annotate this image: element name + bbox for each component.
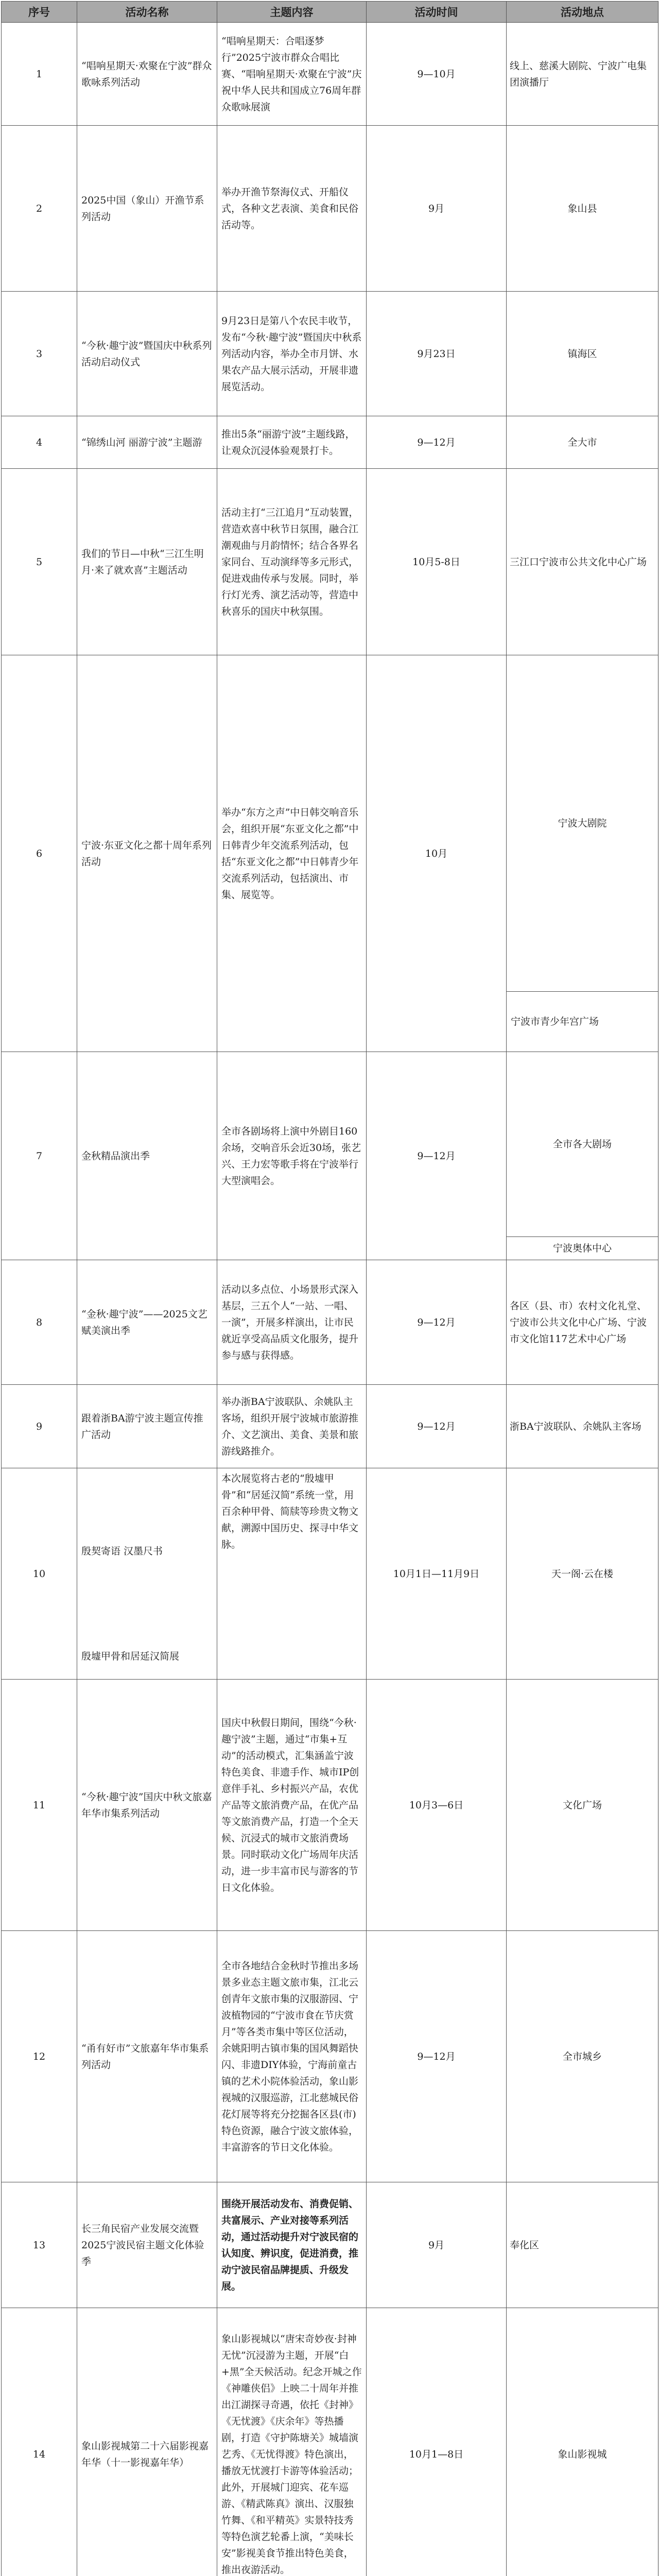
row-name-secondary: 殷墟甲骨和居延汉简展: [81, 1650, 180, 1662]
row-name-split: [77, 1468, 217, 1680]
row-place: 全市城乡: [507, 1931, 658, 2182]
row-place: 全大市: [507, 416, 658, 469]
row-content: 举办浙BA宁波联队、余姚队主客场，组织开展宁波城市旅游推介、文艺演出、美食、美景和旅游线路推介。: [217, 1385, 367, 1468]
table-row: [2, 1680, 658, 1931]
row-name: “唱响星期天·欢聚在宁波”群众歌咏系列活动: [77, 23, 217, 126]
row-time: 9—12月: [367, 1385, 507, 1468]
row-place: 镇海区: [507, 292, 658, 416]
row-name: 跟着浙BA游宁波主题宣传推广活动: [77, 1385, 217, 1468]
row-place-split: [507, 655, 658, 1052]
row-content: 推出5条“丽游宁波”主题线路，让观众沉浸体验观景打卡。: [217, 416, 367, 469]
table-row: [2, 1468, 658, 1680]
row-num: 6: [2, 655, 77, 1052]
row-time: 9—12月: [367, 416, 507, 469]
row-place: 象山县: [507, 126, 658, 292]
row-content: 本次展览将古老的“殷墟甲骨”和“居延汉简”系统一堂，用百余种甲骨、简牍等珍贵文物文献，溯源中国历史、探寻中华文脉。: [217, 1468, 367, 1680]
row-content: “唱响星期天：合唱逐梦行”2025宁波市群众合唱比赛、“唱响星期天·欢聚在宁波”庆祝中华人民共和国成立76周年群众歌咏展演: [217, 23, 367, 126]
row-place-secondary: 宁波奥体中心: [552, 1243, 612, 1254]
row-place: 文化广场: [507, 1680, 658, 1931]
row-name: “金秋·趣宁波”——2025文艺赋美演出季: [77, 1260, 217, 1385]
row-num: 1: [2, 23, 77, 126]
table-header-row: [2, 2, 658, 23]
table-row: [2, 292, 658, 416]
row-num: 8: [2, 1260, 77, 1385]
row-name: 我们的节日—中秋“三江生明月·来了就欢喜”主题活动: [77, 469, 217, 655]
row-time: 10月5-8日: [367, 469, 507, 655]
table-row: [2, 126, 658, 292]
row-content: 全市各地结合金秋时节推出多场景多业态主题文旅市集，江北云创青年文旅市集的汉服游园、宁波植物园的“宁波市食在节庆赏月”等各类市集中等区位活动，余姚阳明古镇市集的国风舞蹈快闪、非遗DIY体验，宁海前童古镇的艺术小院体验活动，象山影视城的汉服巡游，江北慈城民俗花灯展等将充分挖掘各区县(市)特色资源，融合宁波文旅体验，丰富游客的节日文化体验。: [217, 1931, 367, 2182]
row-place: 象山影视城: [507, 2308, 658, 2576]
header-num: 序号: [2, 2, 77, 23]
header-name: 活动名称: [77, 2, 217, 23]
row-name: 象山影视城第二十六届影视嘉年华（十一影视嘉年华）: [77, 2308, 217, 2576]
table-row: [2, 1260, 658, 1385]
row-name: 2025中国（象山）开渔节系列活动: [77, 126, 217, 292]
row-name: 殷契寄语 汉墨尺书: [81, 1545, 163, 1557]
row-name: 金秋精品演出季: [77, 1052, 217, 1260]
row-time: 10月1日—11月9日: [367, 1468, 507, 1680]
row-num: 12: [2, 1931, 77, 2182]
row-name: “锦绣山河 丽游宁波”主题游: [77, 416, 217, 469]
row-num: 7: [2, 1052, 77, 1260]
row-time: 9—12月: [367, 1931, 507, 2182]
table-row: [2, 1385, 658, 1468]
row-time: 9月: [367, 2182, 507, 2308]
row-num: 9: [2, 1385, 77, 1468]
row-time: 9—12月: [367, 1052, 507, 1260]
row-content: 象山影视城以“唐宋奇妙夜·封神无忧”沉浸游为主题，开展“白+黑”全天候活动。纪念开城之作《神雕侠侣》上映二十周年并推出江湖探寻奇遇，依托《封神》《无忧渡》《庆余年》等热播剧，打造《守护陈塘关》城墙演艺秀、《无忧得渡》特色演出，播放无忧渡打卡游等体验活动；此外，开展城门迎宾、花车巡游、《精武陈真》演出、汉服独竹舞、《和平精英》实景特技秀等特色演艺轮番上演，“美味长安”影视美食节推出特色美食，推出夜游活动。: [217, 2308, 367, 2576]
row-num: 13: [2, 2182, 77, 2308]
row-num: 2: [2, 126, 77, 292]
header-content: 主题内容: [217, 2, 367, 23]
row-content: 全市各剧场将上演中外剧目160余场，交响音乐会近30场，张艺兴、王力宏等歌手将在宁波举行大型演唱会。: [217, 1052, 367, 1260]
row-place-split: [507, 1052, 658, 1260]
row-place: 天一阁·云在楼: [507, 1468, 658, 1680]
table-row: [2, 655, 658, 1052]
table-row: [2, 416, 658, 469]
row-place: 宁波大剧院: [558, 818, 607, 829]
table-row: [2, 23, 658, 126]
table-row: [2, 2308, 658, 2576]
row-num: 11: [2, 1680, 77, 1931]
row-content: 活动以多点位、小场景形式深入基层，三五个人“一站、一唱、一演”，开展多样演出，让市民就近享受高品质文化服务，提升参与感与获得感。: [217, 1260, 367, 1385]
row-name: “甬有好市”文旅嘉年华市集系列活动: [77, 1931, 217, 2182]
row-num: 5: [2, 469, 77, 655]
row-place: 线上、慈溪大剧院、宁波广电集团演播厅: [507, 23, 658, 126]
table-row: [2, 2182, 658, 2308]
row-place: 浙BA宁波联队、余姚队主客场: [507, 1385, 658, 1468]
row-name: “今秋·趣宁波”国庆中秋文旅嘉年华市集系列活动: [77, 1680, 217, 1931]
header-time: 活动时间: [367, 2, 507, 23]
row-time: 9月23日: [367, 292, 507, 416]
row-num: 4: [2, 416, 77, 469]
header-place: 活动地点: [507, 2, 658, 23]
activity-table: [1, 1, 658, 2576]
row-time: 9—12月: [367, 1260, 507, 1385]
row-place: 全市各大剧场: [552, 1139, 612, 1150]
row-time: 9—10月: [367, 23, 507, 126]
row-num: 14: [2, 2308, 77, 2576]
row-place: 奉化区: [507, 2182, 658, 2308]
row-time: 10月1—8日: [367, 2308, 507, 2576]
row-time: 10月3—6日: [367, 1680, 507, 1931]
row-content: 9月23日是第八个农民丰收节，发布“今秋·趣宁波”暨国庆中秋系列活动内容，举办全市月饼、水果农产品大展示活动，开展非遗展览活动。: [217, 292, 367, 416]
row-time: 10月: [367, 655, 507, 1052]
row-place: 各区（县、市）农村文化礼堂、宁波市公共文化中心广场、宁波市文化馆117艺术中心广场: [507, 1260, 658, 1385]
row-name: 长三角民宿产业发展交流暨2025宁波民宿主题文化体验季: [77, 2182, 217, 2308]
row-place: 三江口宁波市公共文化中心广场: [507, 469, 658, 655]
row-name: “今秋·趣宁波”暨国庆中秋系列活动启动仪式: [77, 292, 217, 416]
table-row: [2, 1052, 658, 1260]
row-content: 举办开渔节祭海仪式、开船仪式，各种文艺表演、美食和民俗活动等。: [217, 126, 367, 292]
table-row: [2, 1931, 658, 2182]
row-content: 围绕开展活动发布、消费促销、共富展示、产业对接等系列活动，通过活动提升对宁波民宿的认知度、辨识度，促进消费，推动宁波民宿品牌提质、升级发展。: [217, 2182, 367, 2308]
row-content: 活动主打“三江追月”互动装置，营造欢喜中秋节日氛围，融合江潮观曲与月韵情怀；结合各界名家同台、互动演绎等多元形式，促进戏曲传承与发展。同时，举行灯光秀、演艺活动等，营造中秋喜乐的国庆中秋氛围。: [217, 469, 367, 655]
row-content: 国庆中秋假日期间，围绕“今秋·趣宁波”主题，通过“市集+互动”的活动模式，汇集涵盖宁波特色美食、非遗手作、城市IP创意伴手礼、乡村振兴产品，农优产品等文旅消费产品，在优产品等文旅消费产品，打造一个全天候、沉浸式的城市文旅消费场景。同时联动文化广场周年庆活动，进一步丰富市民与游客的节日文化体验。: [217, 1680, 367, 1931]
row-num: 3: [2, 292, 77, 416]
row-content: 举办“东方之声”中日韩交响音乐会，组织开展“东亚文化之都”中日韩青少年交流系列活动，包括“东亚文化之都”中日韩青少年交流系列活动，包括演出、市集、展览等。: [217, 655, 367, 1052]
row-place-secondary: 宁波市青少年宫广场: [511, 1016, 599, 1027]
table-row: [2, 469, 658, 655]
row-name: 宁波·东亚文化之都十周年系列活动: [77, 655, 217, 1052]
row-num: 10: [2, 1468, 77, 1680]
row-time: 9月: [367, 126, 507, 292]
